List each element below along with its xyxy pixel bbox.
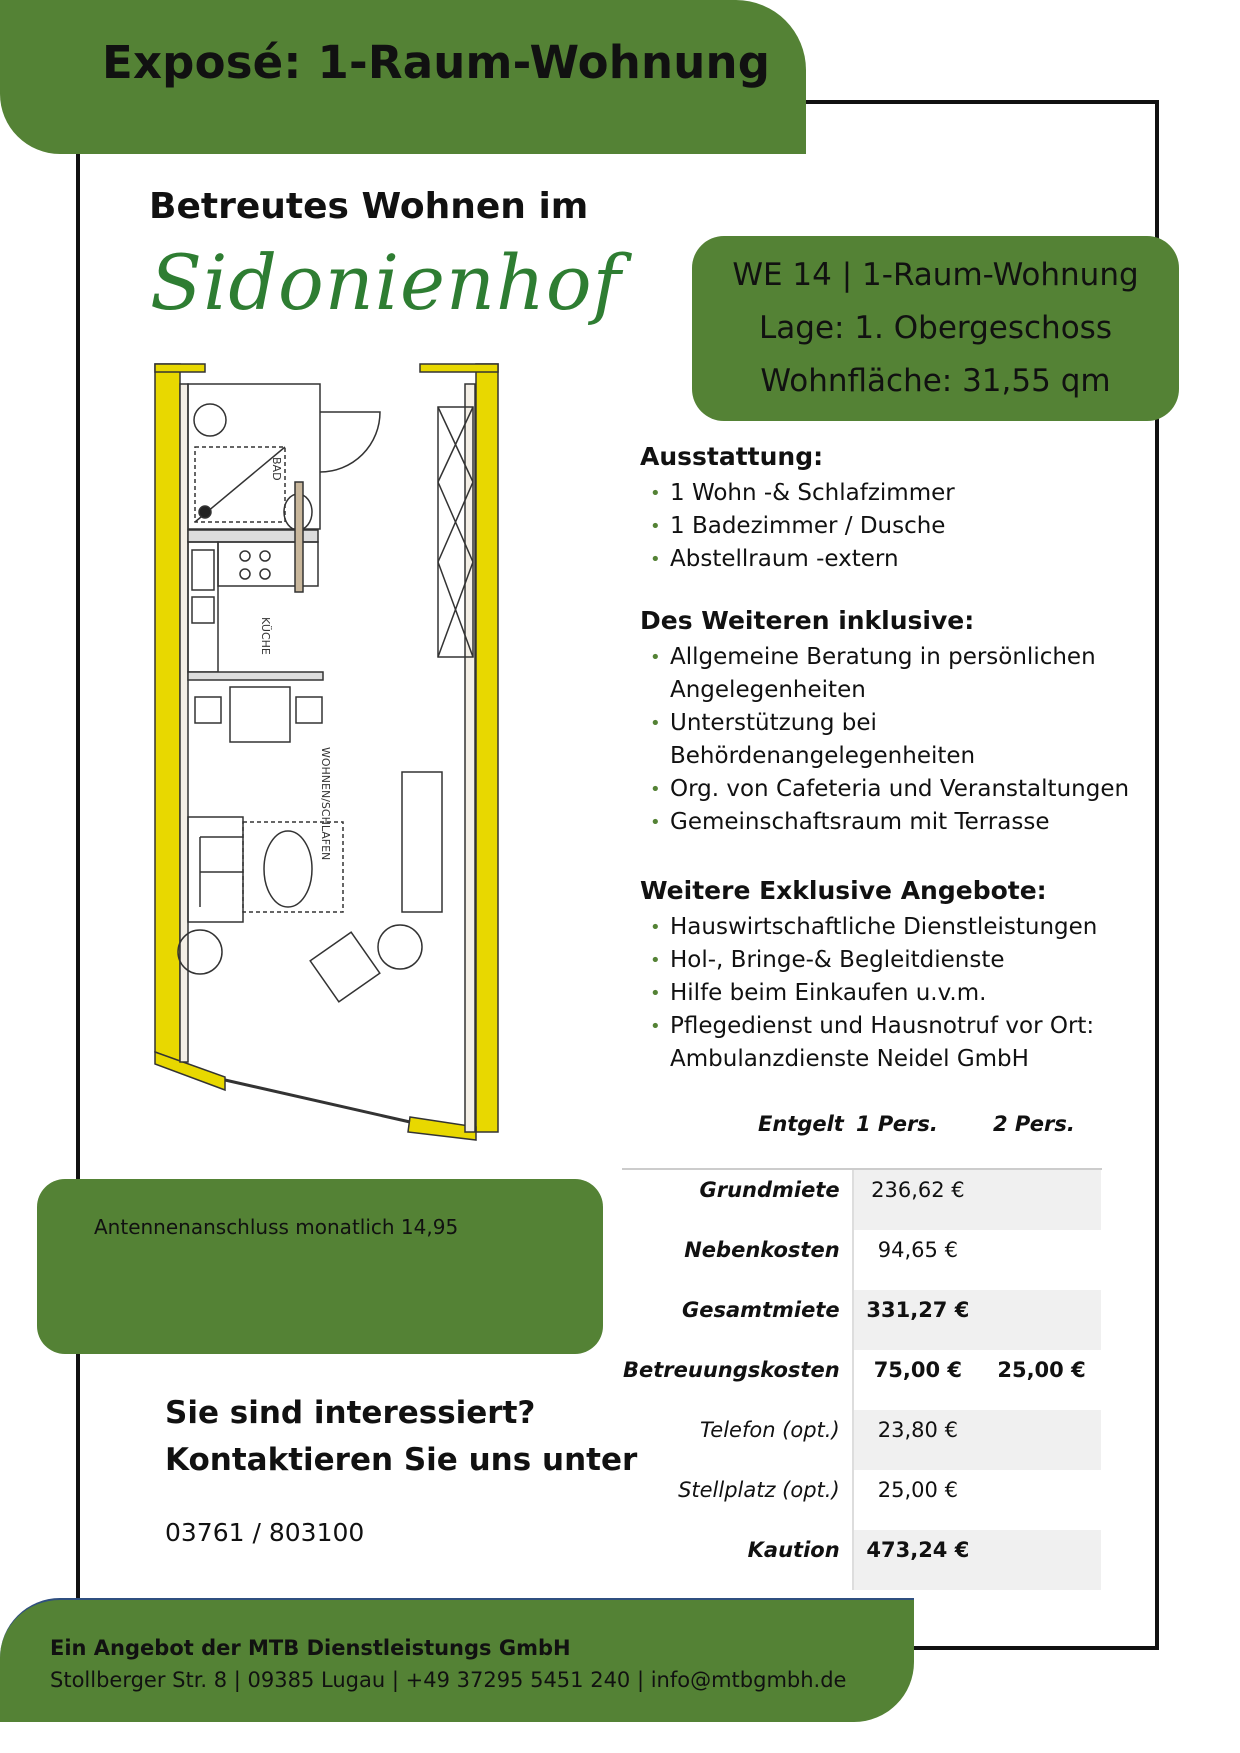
table-row (622, 1230, 1101, 1290)
row-label: Betreuungskosten (622, 1350, 853, 1410)
list-item: • Hol-, Bringe-& Begleitdienste (640, 944, 1140, 977)
label-wohnen: WOHNEN/SCHLAFEN (319, 747, 332, 861)
row-value-2pers (982, 1230, 1101, 1290)
inklusive-heading: Des Weiteren inklusive: (640, 606, 975, 635)
row-value-2pers: 25,00 € (997, 1358, 1086, 1382)
row-value-2pers (982, 1290, 1101, 1350)
cta-line-1: Sie sind interessiert? (165, 1395, 536, 1431)
list-item: • Gemeinschaftsraum mit Terrasse (640, 806, 1140, 839)
antenna-note-box (37, 1179, 603, 1354)
footer-address: Stollberger Str. 8 | 09385 Lugau | +49 37295 5451 240 | info@mtbgmbh.de (50, 1668, 847, 1692)
row-label: Grundmiete (622, 1170, 853, 1230)
row-value-1pers: 473,24 € (853, 1530, 982, 1590)
list-item: • Allgemeine Beratung in persönlichen Angelegenheiten (640, 641, 1140, 707)
row-value-1pers: 331,27 € (853, 1290, 982, 1350)
label-kueche: KÜCHE (259, 617, 272, 655)
list-item: • Hauswirtschaftliche Dienstleistungen (640, 911, 1140, 944)
row-value-1pers: 236,62 € (853, 1170, 982, 1230)
inklusive-section (640, 606, 1140, 839)
list-item: • Org. von Cafeteria und Veranstaltungen (640, 773, 1140, 806)
cta-line-2: Kontaktieren Sie uns unter (165, 1442, 638, 1478)
table-row (622, 1350, 1101, 1410)
list-item: • 1 Badezimmer / Dusche (640, 510, 1160, 543)
table-row (622, 1290, 1101, 1350)
antenna-note: Antennenanschluss monatlich 14,95 (94, 1215, 459, 1239)
wall-top-left (155, 364, 205, 372)
facility-name: Sidonienhof (150, 238, 622, 327)
exklusiv-section (640, 876, 1140, 1076)
price-header-1pers: 1 Pers. (856, 1112, 938, 1136)
header-band (0, 0, 806, 154)
floor-plan (150, 362, 508, 1142)
ausstattung-section (640, 442, 1160, 576)
exklusiv-heading: Weitere Exklusive Angebote: (640, 876, 1047, 905)
row-value-1pers: 75,00 € (873, 1358, 963, 1382)
wall-bottom-left (155, 1052, 225, 1090)
contact-phone[interactable]: 03761 / 803100 (165, 1518, 365, 1547)
row-value-2pers (982, 1170, 1101, 1230)
apartment-info-box (692, 236, 1179, 421)
price-table (622, 1170, 1102, 1590)
list-item: • Abstellraum -extern (640, 543, 1160, 576)
list-item: • Unterstützung bei Behördenangelegenheiten (640, 707, 1140, 773)
row-label: Gesamtmiete (622, 1290, 853, 1350)
row-label: Stellplatz (opt.) (622, 1470, 853, 1530)
row-value-1pers: 94,65 € (877, 1238, 958, 1262)
table-row (622, 1410, 1101, 1470)
row-label: Kaution (622, 1530, 853, 1590)
label-bad: BAD (270, 457, 283, 481)
wall-right (476, 364, 498, 1132)
row-value-1pers: 23,80 € (853, 1410, 982, 1470)
price-header-label: Entgelt (758, 1112, 844, 1136)
table-row (622, 1470, 1101, 1530)
row-label: Telefon (opt.) (622, 1410, 853, 1470)
row-value-2pers (982, 1410, 1101, 1470)
intro-subtitle: Betreutes Wohnen im (149, 186, 589, 227)
price-header-2pers: 2 Pers. (993, 1112, 1075, 1136)
ausstattung-heading: Ausstattung: (640, 442, 824, 471)
row-value-2pers (982, 1530, 1101, 1590)
page-title: Exposé: 1-Raum-Wohnung (102, 36, 771, 89)
wall-top-right (420, 364, 498, 372)
footer-company: Ein Angebot der MTB Dienstleistungs GmbH (50, 1636, 571, 1660)
row-label: Nebenkosten (622, 1230, 853, 1290)
floor-line: Lage: 1. Obergeschoss (759, 310, 1112, 346)
unit-line: WE 14 | 1-Raum-Wohnung (732, 257, 1139, 293)
list-item: • Hilfe beim Einkaufen u.v.m. (640, 977, 1140, 1010)
list-item: • 1 Wohn -& Schlafzimmer (640, 477, 1160, 510)
table-row (622, 1170, 1101, 1230)
contact-cta (165, 1390, 637, 1484)
area-line: Wohnfläche: 31,55 qm (760, 363, 1111, 399)
list-item: • Pflegedienst und Hausnotruf vor Ort: Ambulanzdienste Neidel GmbH (640, 1010, 1140, 1076)
table-row (622, 1530, 1101, 1590)
footer-band (0, 1598, 914, 1722)
row-value-2pers (982, 1470, 1101, 1530)
row-value-1pers: 25,00 € (877, 1478, 958, 1502)
wall-left (155, 364, 180, 1062)
